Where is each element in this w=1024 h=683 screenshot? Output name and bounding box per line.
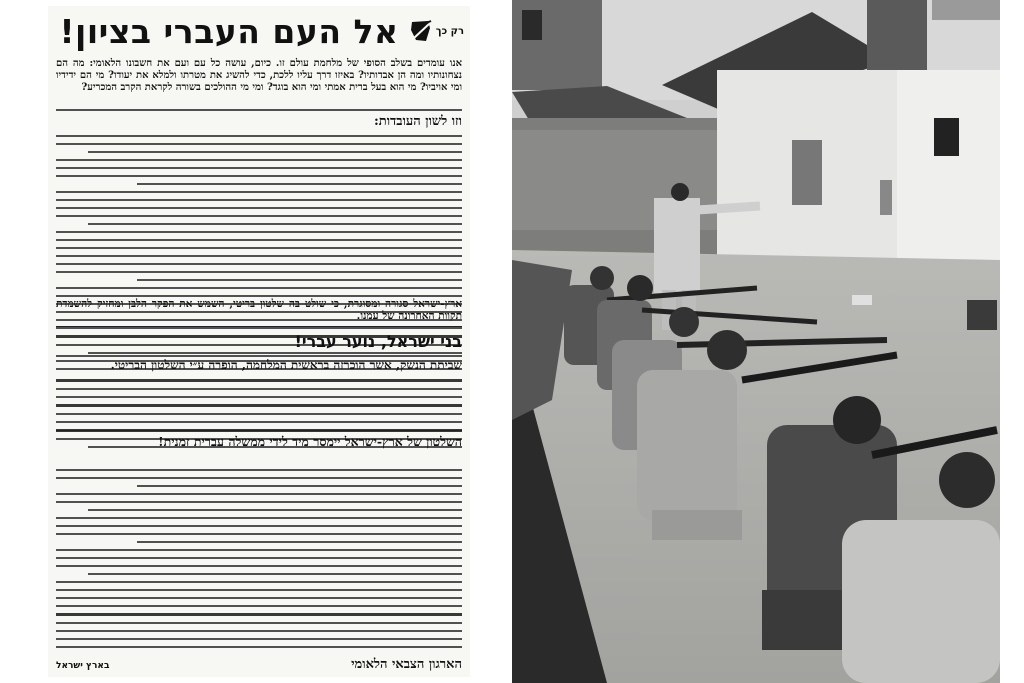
government-body — [56, 466, 462, 651]
poster-callout: ארץ-ישראל סגורה ומסוגרת, כי שולט בה שלטון בריטי, השמש את הפקר הלבן ומחזיק להשמדת תקוות האחרונה של עמנו. — [56, 298, 462, 322]
irgun-emblem — [408, 18, 464, 44]
historical-photograph — [512, 0, 1000, 683]
shutter — [792, 140, 822, 205]
section-facts-heading: וזו לשון העובדות: — [374, 114, 462, 129]
proclamation-poster — [48, 6, 470, 677]
fighters-photo-illustration — [512, 0, 1000, 683]
map-rifle-icon — [408, 18, 434, 44]
emblem-text: רק כך — [435, 25, 464, 37]
section-government-heading: השלטון של ארץ-ישראל יימסר מיד לידי ממשלה עברית זמנית! — [158, 434, 462, 449]
poster-headline: אל העם העברי בציון! — [59, 12, 399, 51]
poster-intro: אנו עומדים בשלב הסופי של מלחמת עולם זו. כיום, עושה כל עם ועם את חשבונו הלאומי: מה הם נצחונותיו ומה הן אבדותיו? באיזו דרך עליו ללכת, כדי להשיג את מטרתו ולמלא את יעודו? מי הם ידידיו ומי אויביו? מי הוא בעל ברית אמתי ומי הוא בוגד? ומי מי ההולכים בשורה לקראת הקרב המכריע? — [56, 58, 462, 93]
section-youth-heading: בני ישראל, נוער עברי! — [294, 332, 462, 351]
section-youth-sub: שביתת הנשק, אשר הוכרזה בראשית המלחמה, הופרה ע״י השלטון הבריטי. — [110, 358, 462, 372]
footer-organization: הארגון הצבאי הלאומי — [351, 657, 462, 672]
footer-place: בארץ ישראל — [56, 661, 110, 671]
poster-footer — [56, 656, 462, 672]
house-far-right — [897, 70, 1000, 280]
intro-finetext — [56, 106, 462, 114]
